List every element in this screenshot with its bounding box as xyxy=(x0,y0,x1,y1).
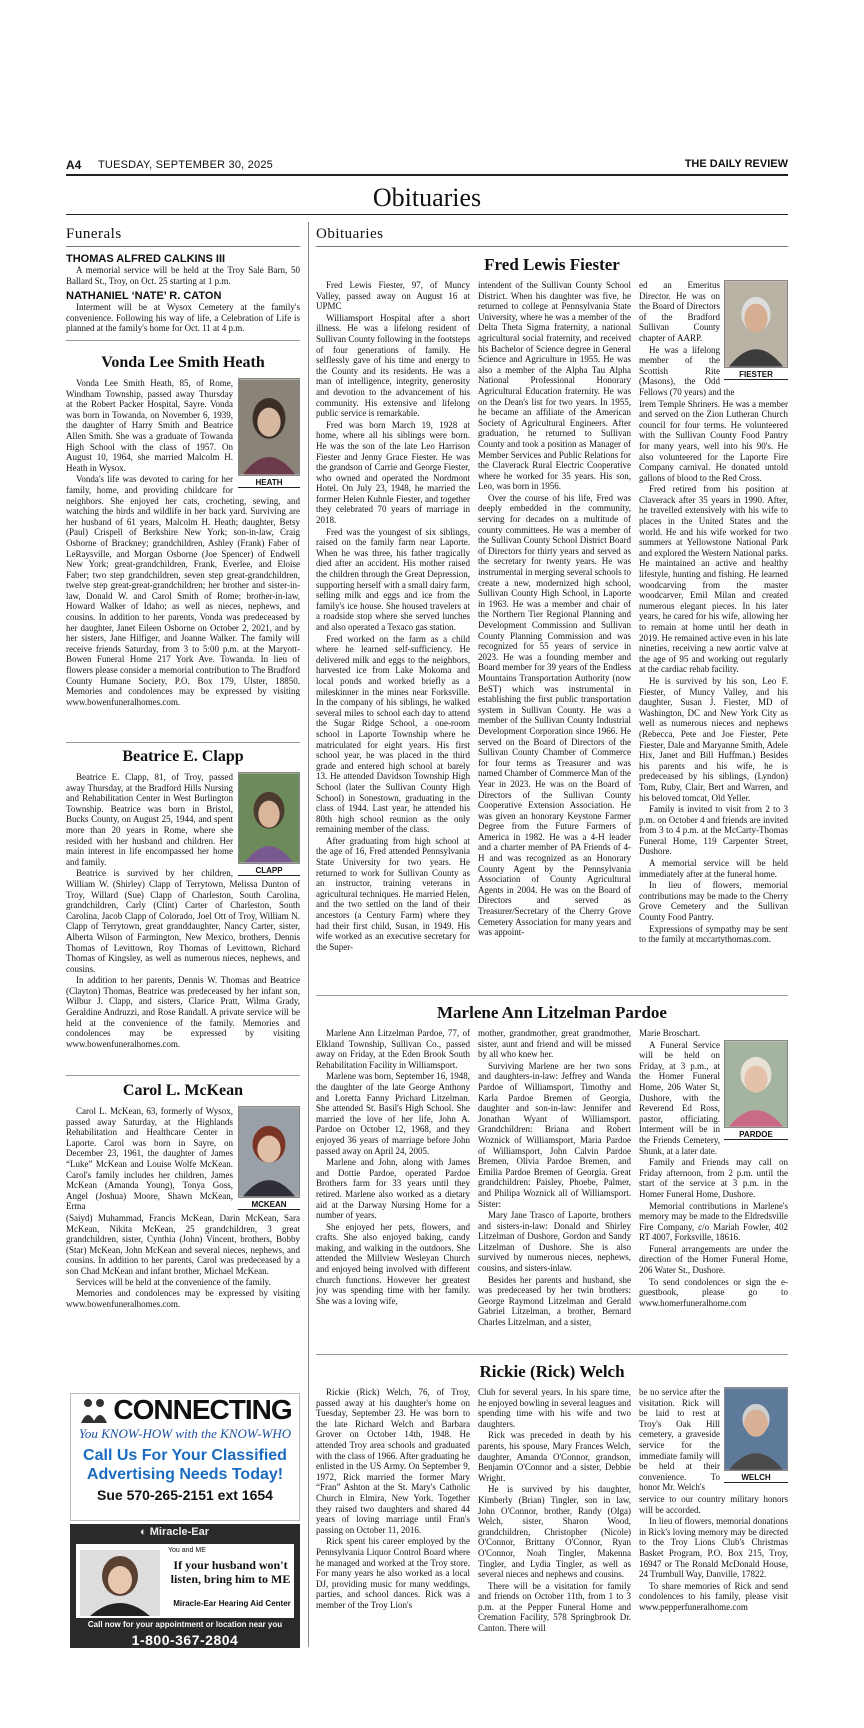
divider xyxy=(66,742,300,743)
obituary-text: A Funeral Service will be held on Friday, at 3 p.m., at the Homer Funeral Home, 206 Water St, Dushore, with the Reverend Ed Ross, pastor, officiating. Interment will be in the Friends Cemetery, Shunk, at a later date. xyxy=(639,1039,720,1156)
obituary-photo-box xyxy=(724,1387,788,1483)
ad-call-text: Call now for your appointment or location near you xyxy=(87,1620,283,1629)
ad-center-name: Miracle-Ear Hearing Aid Center xyxy=(173,1599,291,1608)
obituary-heath xyxy=(66,354,300,736)
obituary-text xyxy=(478,1028,631,1328)
obituary-text xyxy=(639,1157,788,1308)
obituary-text: Carol L. McKean, 63, formerly of Wysox, passed away Saturday, at the Highlands Rehabilitation and Healthcare Center in Laporte. Carol was born in Sayre, on December 23, 1961, the daughter of James “Luke” McKean and Louise Wolfe McKean. Carol's family includes her children, James McKean (Amanda Young), Tonya Goss, Angel (Joshua) Moore, Shawn McKean, Erma xyxy=(66,1106,233,1212)
miracle-ear-ad[interactable] xyxy=(70,1524,300,1648)
obituary-paragraph: To share memories of Rick and send condolences to his family, please visit www.pepperfuneralhome.com xyxy=(639,1580,788,1612)
obituaries-column-head xyxy=(316,226,788,247)
photo-caption: PARDOE xyxy=(724,1128,788,1140)
obituary-text: (Saiyd) Muhammad, Francis McKean, Darin McKean, Sara McKean, Nikita McKean, 25 grandchildren, 3 great grandchildren, sister, Cynthia (John) Vincent, brothers, Bobby (Star) McKean, John McKean and several nieces, nephews, and cousins. In addition to her parents, Carol was predeceased by a son Chad McKean and infant brother, Michael McKean. xyxy=(66,1212,300,1276)
obituary-title: Beatrice E. Clapp xyxy=(122,748,244,765)
obituary-photo-box xyxy=(238,1106,300,1210)
ad-phone[interactable]: 1-800-367-2804 xyxy=(131,1632,239,1648)
portrait-photo xyxy=(238,772,300,864)
funerals-heading: Funerals xyxy=(66,226,122,242)
obituary-text xyxy=(639,399,788,945)
ad-pretitle: You and ME xyxy=(168,1547,206,1554)
funeral-notice-text: Interment will be at Wysox Cemetery at the family's convenience. Following his way of life, a Celebration of Life is planned at the family's home for Oct. 11 at 4 p.m. xyxy=(66,302,300,334)
obituary-paragraph: ed an Emeritus Director. He was on the Board of Directors of the Bradford Sullivan County chapter of AARP. xyxy=(639,280,720,343)
masthead-rule xyxy=(66,174,788,176)
obituary-title: Carol L. McKean xyxy=(122,1082,244,1099)
ad-brand xyxy=(140,1526,209,1538)
ad-title-row xyxy=(71,1394,299,1426)
obituary-clapp xyxy=(66,748,300,1068)
funeral-notice-name: THOMAS ALFRED CALKINS III xyxy=(66,253,226,265)
obituary-paragraph: Memorial contributions in Marlene's memory may be made to the Eldredsville Fire Company, c/o Mariah Fowler, 402 RT 4007, Forksville, 18616. xyxy=(639,1200,788,1243)
portrait-photo xyxy=(238,378,300,476)
obituary-text: Beatrice E. Clapp, 81, of Troy, passed away Thursday, at the Bradford Hills Nursing and Rehabilitation Center in West Burlington Township. Beatrice was born in Bristol, Bucks County, on August 25, 1944, and spent more than 20 years in Rome, where she resided with her husband and children. Her main interest in life encompassed her home and family. xyxy=(66,772,233,867)
funeral-notice-name: NATHANIEL ‘NATE’ R. CATON xyxy=(66,290,222,303)
obituary-text xyxy=(639,1494,788,1613)
photo-caption: FIESTER xyxy=(724,368,788,380)
obituary-paragraph: Rick was preceded in death by his parents, his spouse, Mary Frances Welch, daughter, Amanda O'Connor, grandson, Benjamin O'Connor and a sister, Debbie Wright. xyxy=(478,1430,631,1483)
obituary-paragraph: Williamsport Hospital after a short illness. He was a lifelong resident of Sullivan County following in the footsteps of four generations of family. He selflessly gave of his time and energy to the County and its residents. He was a man of intelligence, integrity, generosity and devotion to the advancement of his community. His extensive and lifelong public service is remarkable. xyxy=(316,312,470,419)
page-number: A4 xyxy=(66,158,82,172)
obituary-text xyxy=(478,1387,631,1634)
obituary-paragraph: A memorial service will be held immediately after at the funeral home. xyxy=(639,858,788,879)
obituary-text: In addition to her parents, Dennis W. Thomas and Beatrice (Clayton) Thomas, Beatrice was predeceased by her infant son, Wilbur J. Clapp, and sisters, Clarice Pratt, Wilma Grady, Geraldine Andruzzi, and Rose Randall. A private service will be held at the convenience of the family. Memories and condolences may be expressed by visiting www.bowenfuneralhomes.com. xyxy=(66,975,300,1049)
obituary-paragraph: In lieu of flowers, memorial contributions may be made to the Cherry Grove Cemetery and the Sullivan County Food Pantry. xyxy=(639,880,788,923)
obituary-paragraph: He is survived by his son, Leo F. Fiester, of Muncy Valley, and his daughter, Susan J. Fiester, MD of Washington, DC and New York City as well as numerous nieces and nephews (Rebecca, Pete and Joe Fiester, Pete Fiester, Dale and Maryanne Smith, Adele Hix, Janet and Bill Huffman.) Besides his parents and his wife, he is predeceased by his siblings, (Lyndon) Tom, Ruby, Clair, Bert and Warren, and his beloved tomcat, Old Yeller. xyxy=(639,675,788,803)
ad-title: CONNECTING xyxy=(113,1394,292,1425)
obituary-paragraph: Family is invited to visit from 2 to 3 p.m. on October 4 and friends are invited from 3 to 4 p.m. at the McCarty-Thomas Funeral Home, 119 Carpenter Street, Dushore. xyxy=(639,804,788,857)
divider xyxy=(66,1075,300,1076)
obituary-text: Vonda Lee Smith Heath, 85, of Rome, Windham Township, passed away Thursday at the Robert Packer Hospital, Sayre. Vonda was born in Towanda, on November 6, 1939, the daughter of Harry Smith and Beatrice Allen Smith. She was a graduate of Towanda High School with the class of 1957. On August 10, 1964, she married Malcolm H. Heath in Wysox. xyxy=(66,378,233,473)
ad-call-to-action: Call Us For Your Classified Advertising Needs Today! xyxy=(83,1447,287,1483)
obituary-welch-col3 xyxy=(639,1387,788,1649)
obituary-photo-box xyxy=(724,280,788,380)
obituary-pardoe-col1 xyxy=(316,1028,470,1346)
obituary-paragraph: After graduating from high school at the age of 16, Fred attended Pennsylvania State University for two years. He returned to work for Sullivan County as an instructor, training veterans in agricultural techniques. He married Helen, and the two settled on the land of their ancestors (a Century Farm) where they had their first child, Susan, in 1949. His wife worked as an executive secretary for the Super- xyxy=(316,835,470,952)
obituary-pardoe-col3 xyxy=(639,1028,788,1346)
ad-panel xyxy=(76,1544,294,1618)
portrait-photo xyxy=(724,1040,788,1128)
ad-tagline: You KNOW-HOW with the KNOW-WHO xyxy=(78,1426,292,1441)
divider xyxy=(66,340,300,341)
obituary-paragraph: Expressions of sympathy may be sent to the family at mccartythomas.com. xyxy=(639,923,788,945)
divider xyxy=(316,1354,788,1355)
obituary-paragraph: Fred worked on the farm as a child where he learned self-sufficiency. He delivered milk and eggs to the neighbors, harvested ice from Lake Mokoma and local ponds and worked briefly as a mileskinner in the mines near Forksville. In the company of his siblings, he walked several miles to school each day to attend the Sugar Ridge School, a one-room school in Laporte Township where he matriculated for eight years. His first school year, he was placed in the third grade and entered high school at barely 13. He attended Davidson Township High School (later the Sullivan County High School) in Sonestown, graduating in the class of 1944. Last year, he attended his 80th high school reunion as the only remaining member of the class. xyxy=(316,633,470,835)
obituary-title: Vonda Lee Smith Heath xyxy=(101,354,265,371)
funerals-heading-rule xyxy=(66,246,300,247)
obituary-text xyxy=(316,1028,470,1306)
obituary-paragraph: Fred retired from his position at Claverack after 35 years in 1990. After, he travelled extensively with his wife to places in the United States and the world. He and his wife worked for two summers at Yellowstone National Park and explored the Western National parks. He maintained an active and healthy lifestyle, hunting and fishing. He learned woodcarving from the master woodcarver, Emil Milan and created numerous elegant pieces. In his later years, he cared for his wife, allowing her to remain at home until her death in 2019. He remained active even in his late nineties, receiving a new aortic valve at the age of 95 and working out regularly at the cardiac rehab facility. xyxy=(639,484,788,675)
dateline: TUESDAY, SEPTEMBER 30, 2025 xyxy=(98,159,273,171)
ad-headline: If your husband won't listen, bring him to ME xyxy=(170,1558,291,1586)
obituary-paragraph: Fred Lewis Fiester, 97, of Muncy Valley, passed away on August 16 at UPMC xyxy=(316,280,470,312)
obituary-paragraph: Mary Jane Trasco of Laporte, brothers and sisters-in-law: Donald and Shirley Litzelman of Dushore, Gordon and Sandy Litzelman of Dushore. She is also survived by numerous nieces, nephews, cousins, and sisters-inlaw. xyxy=(478,1210,631,1274)
obituary-title: Marlene Ann Litzelman Pardoe xyxy=(437,1003,667,1022)
obituary-photo-box xyxy=(724,1040,788,1140)
obituary-fiester-col2 xyxy=(478,280,631,988)
portrait-photo xyxy=(724,1387,788,1471)
obituary-paragraph: Irem Temple Shriners. He was a member and served on the Zion Lutheran Church council for four terms. He volunteered with the Sullivan County Food Pantry for many years, well into his 90's. He also volunteered for the Laporte Fire Company carnival. He donated untold gallons of blood to the Red Cross. xyxy=(639,398,788,483)
funerals-column xyxy=(66,226,300,341)
photo-caption: MCKEAN xyxy=(238,1198,300,1210)
obituary-text: Marie Broschart. xyxy=(639,1028,700,1038)
obituary-paragraph: There will be a visitation for family and friends on October 11th, from 1 to 3 p.m. at the Pepper Funeral Home and Cremation Facility, 578 Springbrook Dr. Canton. There will xyxy=(478,1580,631,1634)
obituary-paragraph: He is survived by his daughter, Kimberly (Brian) Tingler, son in law, John O'Connor, brother, Randy (Olga) Welch, sister, Sharon Wood, grandchildren, Christopher (Nicole) O'Connor, Brittany O'Connor, Ryan O'Connor, Noah Tingler, Makenna Tingler, and Lydia Tingler, as well as several nieces and nephews and cousins. xyxy=(478,1484,631,1580)
obituary-paragraph: He was a lifelong member of the Scottish Rite (Masons), the Odd Fellows (70 years) and the xyxy=(639,344,735,397)
photo-caption: WELCH xyxy=(724,1471,788,1483)
people-icon xyxy=(78,1395,110,1425)
obituary-paragraph: She enjoyed her pets, flowers, and crafts. She also enjoyed baking, candy making, and walking in the outdoors. She attended the Millview Wesleyan Church and enjoyed being involved with different church functions. However her greatest joy was spending time with her family. She was a loving wife, xyxy=(316,1221,470,1306)
obituary-paragraph: Besides her parents and husband, she was predeceased by her twin brothers: George Raymond Litzelman and Gerald Gabriel Litzelman, a brother, Bernard Charles Litzelman, and a sister, xyxy=(478,1274,631,1328)
obituary-paragraph: service to our country military honors will be accorded. xyxy=(639,1493,788,1515)
obituary-text: Beatrice is survived by her children, William W. (Shirley) Clapp of Terrytown, Melissa Dunton of Troy, Willard (Sue) Clapp of Charleston, South Carolina, grandchildren, Carly (Clint) Carter of Charleston, South Carolina, Jacob Clapp of Colorado, Joel Ott of Troy, William N. Clapp of Terrytown, great granddaughter, Nancy Carter, sister, Alberta Wilson of Farmington, New Mexico, brothers, Dennis Thomas of Levittown, Roy Thomas of Levittown, Richard Thomas of Kingsley, as well as numerous nieces, nephews, and cousins. xyxy=(66,868,300,974)
obituary-text: Vonda's life was devoted to caring for her family, home, and providing childcare for neighbors. She enjoyed her cats, crocheting, sewing, and watching the birds and wildlife in her back yard. Surviving are her husband of 61 years, Malcolm H. Heath; daughter, Betsy (Paul) Crispell of Berkshire New York; son-in-law, Craig Osborne of Brackney; grandchildren, Ashley (Frank) Faber of LeRaysville, and Morgan Osborne (Joe Spencer) of Endwell New York; great-grandchildren, Frank, Everlee, and Eloise Faber; two step grandchildren, seven step great-grandchildren, twelve step great-great-grandchildren; her brother and sister-in-law, Donald W. and Carol Smith of Rome; brother-in-law, Howard Walker of Idaho; as well as nieces, nephews, and cousins. In addition to her parents, Vonda was predeceased by her daughter, Janet Eileen Osborne on October 2, 2021, and by her sisters, Jane Hilfiger, and Joanne Walker. The family will receive friends Saturday, from 3 to 5:00 p.m. at the Maryott-Bowen Funeral Home 217 York Ave. Towanda. In lieu of flowers please consider a memorial contribution to The Bradford County Humane Society, P.O. Box 179, Ulster, 18850. Memories and condolences may be expressed by visiting www.bowenfuneralhomes.com. xyxy=(66,474,300,707)
newspaper-name: THE DAILY REVIEW xyxy=(684,158,788,170)
obituaries-heading-rule xyxy=(316,246,788,247)
obituary-title: Rickie (Rick) Welch xyxy=(479,1362,625,1381)
obituary-text xyxy=(478,280,631,938)
portrait-photo xyxy=(724,280,788,368)
obituary-fiester-col1 xyxy=(316,280,470,988)
portrait-photo xyxy=(238,1106,300,1198)
obituary-fiester-col3 xyxy=(639,280,788,988)
section-rule xyxy=(66,214,788,215)
obituary-paragraph: Marlene was born, September 16, 1948, the daughter of the late George Anthony and Loretta Fanny Prichard Litzelman. She attended St. Basil's High School. She married the love of her life, John A. Pardoe on October 12, 1968, and they enjoyed 36 years of marriage before John passed away on April 24, 2005. xyxy=(316,1071,470,1156)
column-divider xyxy=(308,222,309,1647)
obituaries-heading: Obituaries xyxy=(316,226,384,242)
obituary-paragraph: Marlene Ann Litzelman Pardoe, 77, of Elkland Township, Sullivan Co., passed away on Friday, at the Eden Brook South Rehabilitation Facility in Williamsport. xyxy=(316,1028,470,1070)
ad-brand-name: Miracle-Ear xyxy=(149,1526,210,1538)
photo-caption: HEATH xyxy=(238,476,300,488)
obituary-welch-col1 xyxy=(316,1387,470,1649)
obituary-text: Memories and condolences may be expressed by visiting www.bowenfuneralhomes.com. xyxy=(66,1288,300,1309)
obituary-photo-box xyxy=(238,772,300,876)
obituary-paragraph: Surviving Marlene are her two sons and daughters-in-law: Jeffrey and Wanda Pardoe of Williamsport, Timothy and Karla Pardoe Bremen of Georgia, daughter and son-in-law: Jennifer and Jonathan Wyant of Williamsport. Grandchildren: Briana and Robert Woznick of Williamsport, Maria Pardoe of Williamsport, John Calvin Pardoe Bremen, Olivia Pardoe Bremen, and Emilia Pardoe Bremen of Georgia. Great grandchildren: Paisley, Phoebe, Palmer, and Philipa Woznick all of Williamsport. Sister: xyxy=(478,1060,631,1209)
section-title: Obituaries xyxy=(372,183,482,212)
obituary-paragraph: intendent of the Sullivan County School District. When his daughter was five, he returned to college at Pennsylvania State University, where he was a member of the Delta Theta Sigma fraternity, a national agricultural social fraternity, and received his Bachelor of Science degree in General Science and Agriculture in 1955. He was also a member of the Alpha Tau Alpha National Professional Honorary Agricultural Education fraternity. He was on the Dean's list for two years. In 1955, he became an affiliate of the American Society of Agricultural Engineers. After graduation, he returned to Sullivan County and took a position as Manager of Member Services and Public Relations for the Claverack Rural Electric Cooperative where he worked for 35 years. His son, Leo, was born in 1956. xyxy=(478,280,631,492)
obituary-paragraph: mother, grandmother, great grandmother, sister, aunt and friend and will be missed by all who knew her. xyxy=(478,1028,631,1060)
obituary-paragraph: Over the course of his life, Fred was deeply embedded in the community, serving for decades on a multitude of county committees. He was a member of the Sullivan County School District Board of Directors for thirty years and served as the secretary for twenty years. He was instrumental in merging several schools to create a new, modernized high school, Sullivan County High School, in Laporte in 1963. He was a member and chair of the Northern Tier Regional Planning and Development Commission and Sullivan County Planning Commission and was recognized for 55 years of service in 2023. He was a founding member and Board member for 39 years of the Endless Mountains Transportation Authority (now BeST) which was instrumental in establishing the first public transportation system in Sullivan County. He was a member of the Sullivan County Industrial Development Corporation since 1966. He served on the Board of Directors of the Sullivan County Chamber of Commerce for four terms as Treasurer and was named Chamber of Commerce Man of the Year in 2023. He was on the Board of Directors of the Sullivan County Cooperative Extension Association. He was given an honorary Keystone Farmer Degree from the Future Farmers of America in 1982. He was a 4-H leader and a charter member of PA Friends of 4-H and was recognized as an Honorary County Agent by the Pennsylvania Association of County Agricultural Agents in 2004. He was on the Board of Directors and served as Treasurer/Secretary of the Cherry Grove Cemetery Association for many years and was appoint- xyxy=(478,492,631,938)
obituary-text: be no service after the visitation. Rick will be laid to rest at Troy's Oak Hill cemetery, a graveside service for the immediate family will be held at their convenience. To honor Mr. Welch's xyxy=(639,1387,720,1493)
photo-caption: CLAPP xyxy=(238,864,300,876)
obituary-welch-col2 xyxy=(478,1387,631,1649)
obituary-pardoe-col2 xyxy=(478,1028,631,1346)
obituary-title: Fred Lewis Fiester xyxy=(484,255,620,274)
obituary-paragraph: Family and Friends may call on Friday afternoon, from 2 p.m. until the start of the service at 3 p.m. in the Homer Funeral Home, Dushore. xyxy=(639,1157,788,1199)
obituary-photo-box xyxy=(238,378,300,488)
obituary-paragraph: Fred was the youngest of six siblings, raised on the family farm near Laporte. When he was three, his father tragically died after an accident. His mother raised the children through the Great Depression, supporting herself with a small dairy farm, selling milk and eggs and ice from the family's ice house. She housed travelers at a roadside stop where she served lunches and also operated a Texaco gas station. xyxy=(316,526,470,632)
obituary-paragraph: Marlene and John, along with James and Dottie Pardoe, operated Pardoe Brothers farm for 33 years until they retired. Marlene also worked as a dietary aid at the Darway Nursing Home for a number of years. xyxy=(316,1157,470,1221)
ear-icon: ◐ xyxy=(140,1526,147,1538)
obituary-paragraph: To send condolences or sign the e-guestbook, please go to www.homerfuneralhome.com xyxy=(639,1276,788,1308)
obituary-paragraph: Funeral arrangements are under the direction of the Homer Funeral Home, 206 Water St., Dushore. xyxy=(639,1243,788,1276)
ad-phone: Sue 570-265-2151 ext 1654 xyxy=(97,1487,273,1503)
obituary-text: Services will be held at the convenience of the family. xyxy=(76,1276,271,1287)
woman-photo xyxy=(80,1550,160,1616)
obituary-text xyxy=(316,1387,470,1610)
obituary-paragraph: Rick spent his career employed by the Pennsylvania Liquor Control Board where he managed and worked at the Troy store. For many years he also worked as a local DJ, providing music for many weddings, parties, and school dances. Rick was a member of the Troy Lion's xyxy=(316,1536,470,1610)
divider xyxy=(316,995,788,996)
obituary-mckean xyxy=(66,1082,300,1384)
obituary-text xyxy=(316,280,470,952)
obituary-paragraph: Club for several years. In his spare time, he enjoyed bowling in several leagues and spending time with his wife and two daughters. xyxy=(478,1387,631,1429)
funeral-notice-text: A memorial service will be held at the Troy Sale Barn, 50 Ballard St., Troy, on Oct. 25 starting at 1 p.m. xyxy=(66,265,300,286)
obituary-paragraph: Rickie (Rick) Welch, 76, of Troy, passed away at his daughter's home on Tuesday, September 23. He was born to the late Richard Welch and Barbara Grover on October 14th, 1948. He attended Troy area schools and graduated with the class of 1966. After graduating he enlisted in the US Army. On September 9, 1972, Rick married the former Mary “Fran” Ashton at the St. Mary's Catholic Church in Elmira, New York. Together they raised two daughters and shared 44 years of loving marriage until Fran's passing on October 11, 2016. xyxy=(316,1387,470,1535)
obituary-paragraph: Fred was born March 19, 1928 at home, where all his siblings were born. He was the son of the late Leo Harrison Fiester and Jenny Grace Fiester. He was the grandson of Carrie and George Fiester, who owned and operated the Nordmont Hotel. On July 23, 1948, he married the former Helen Kuhnle Fiester, and together they celebrated 70 years of marriage in 2018. xyxy=(316,419,470,526)
classified-ad[interactable] xyxy=(70,1393,300,1521)
obituary-paragraph: In lieu of flowers, memorial donations in Rick's loving memory may be directed to the Troy Lions Club's Christmas Basket Program, P.O. Box 215, Troy, 16947 or The Ronald McDonald House, 24 Trumbull Way, Danville, 17822. xyxy=(639,1516,788,1580)
